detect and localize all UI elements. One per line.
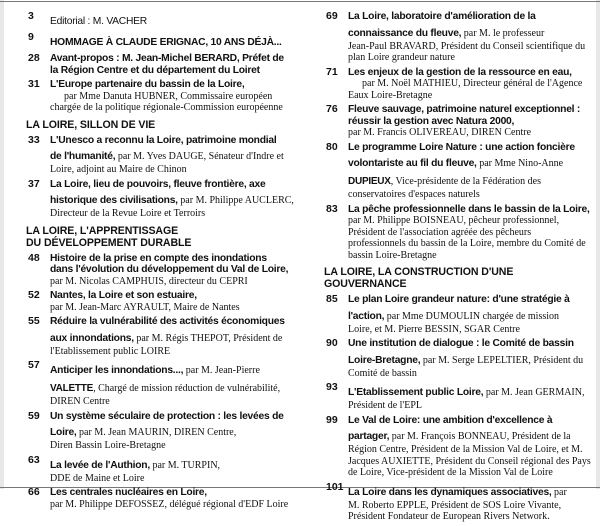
entry-title: HOMMAGE À CLAUDE ERIGNAC, 10 ANS DÉJÀ... xyxy=(50,37,282,48)
toc-entry-93 xyxy=(326,382,594,412)
toc-entry-90 xyxy=(326,338,594,379)
entry-title-line: Le plan Loire grandeur nature: d'une stratégie à xyxy=(348,294,570,305)
entry-author-line: plan Loire grandeur nature xyxy=(348,52,455,63)
entry-author-line: par M. Nicolas CAMPHUIS, directeur du CEPRI xyxy=(50,275,248,287)
entry-title: L'Europe partenaire du bassin de la Loire, xyxy=(50,79,245,90)
toc-entry-63 xyxy=(28,455,304,485)
toc-entry-9 xyxy=(28,32,304,50)
entry-author-name: VALETTE xyxy=(50,383,94,394)
entry-author-line: chargée de la politique régionale-Commission européenne xyxy=(50,102,283,113)
entry-author-line: Directeur de la Revue Loire et Terroirs xyxy=(50,208,206,219)
entry-author: par M. Régis THEPOT, Président de xyxy=(133,332,283,344)
page-number: 80 xyxy=(326,140,338,153)
toc-entry-69 xyxy=(326,11,594,64)
page-number: 57 xyxy=(28,359,40,371)
page-number: 3 xyxy=(28,10,34,22)
page-number: 59 xyxy=(28,409,40,422)
toc-entry-99 xyxy=(326,415,594,479)
top-rule xyxy=(0,1,600,2)
page-number: 83 xyxy=(326,202,338,215)
entry-title-line: Réduire la vulnérabilité des activités économiques xyxy=(50,316,285,327)
toc-entry-66 xyxy=(28,487,304,510)
toc-entry-48 xyxy=(28,253,304,288)
page-number: 69 xyxy=(326,10,338,22)
entry-title: Les centrales nucléaires en Loire, xyxy=(50,487,207,498)
entry-title-line: partager, xyxy=(348,431,390,442)
page-number: 90 xyxy=(326,337,338,349)
toc-entry-55 xyxy=(28,316,304,357)
entry-title-line: de l'humanité, xyxy=(50,151,116,162)
toc-entry-59 xyxy=(28,411,304,452)
entry-author-line: Président de l'association agréée des pêcheurs xyxy=(348,226,532,238)
page-number: 55 xyxy=(28,315,40,327)
page-number: 101 xyxy=(326,480,344,493)
entry-author: par M. le professeur xyxy=(461,27,545,39)
section-heading: LA LOIRE, SILLON DE VIE xyxy=(26,118,156,131)
entry-author: , Vice-présidente de la Fédération des xyxy=(390,176,541,187)
entry-title: Nantes, la Loire et son estuaire, xyxy=(50,290,197,301)
entry-author-name: DUPIEUX xyxy=(348,176,391,187)
entry-author-line: par M. Francis OLIVEREAU, DIREN Centre xyxy=(348,127,532,138)
toc-entry-57 xyxy=(28,360,304,408)
section-heading: LA LOIRE, L'APPRENTISSAGE xyxy=(26,224,179,237)
entry-title-line: l'action, xyxy=(348,310,385,322)
entry-title: Anticiper les innondations..., xyxy=(50,365,184,376)
toc-entry-28 xyxy=(28,53,304,76)
entry-author-line: bassin Loire-Bretagne xyxy=(348,249,437,261)
entry-author-line: l'Etablissement public LOIRE xyxy=(50,345,171,357)
entry-title-line: Une institution de dialogue : le Comité de bassin xyxy=(348,338,574,349)
section-heading: DU DÉVELOPPEMENT DURABLE xyxy=(26,236,192,249)
entry-author-line: DDE de Maine et Loire xyxy=(50,472,145,484)
entry-author-line: par M. Philippe DEFOSSEZ, délégué régional d'EDF Loire xyxy=(50,498,289,510)
entry-title-line: La Loire, laboratoire d'amélioration de la xyxy=(348,11,536,22)
toc-entry-76 xyxy=(326,104,594,139)
entry-author: par M. Serge LEPELTIER, Président du xyxy=(420,354,584,366)
entry-title-line: aux innondations, xyxy=(50,332,134,344)
toc-column-right xyxy=(326,11,594,526)
entry-author-line: Région Centre, Président de la Mission Val de Loire, et M. xyxy=(348,444,583,455)
entry-author: par xyxy=(551,486,567,498)
toc-entry-101 xyxy=(326,482,594,523)
entry-title: La Loire dans les dynamiques associatives, xyxy=(348,486,552,498)
entry-author: par M. TURPIN, xyxy=(149,459,221,471)
entry-author: par M. Jean MAURIN, DIREN Centre, xyxy=(76,427,237,438)
entry-title: La pêche professionnelle dans le bassin de la Loire, xyxy=(348,203,590,215)
entry-title-line: historique des civilisations, xyxy=(50,195,178,206)
entry-title: La levée de l'Authion, xyxy=(50,459,150,471)
page-number: 31 xyxy=(28,78,40,90)
entry-author-line: Loire, et M. Pierre BESSIN, SGAR Centre xyxy=(348,323,520,335)
entry-author-line: par M. Jean-Marc AYRAULT, Maire de Nantes xyxy=(50,301,240,313)
entry-author-line: de Loire, Vice-président de la Mission Val de Loire xyxy=(348,467,553,478)
page-number: 37 xyxy=(28,177,40,190)
toc-column-left xyxy=(28,11,304,513)
entry-title-line: L'Unesco a reconnu la Loire, patrimoine mondial xyxy=(50,134,277,146)
entry-author: par M. Jean-Pierre xyxy=(183,365,260,376)
entry-title-line: connaissance du fleuve, xyxy=(348,27,462,39)
toc-entry-33 xyxy=(28,135,304,176)
entry-author-line: par M. Philippe BOISNEAU, pêcheur professionnel, xyxy=(348,215,560,226)
entry-author: par M. Jean GERMAIN, xyxy=(483,387,585,398)
entry-title-line: Loire-Bretagne, xyxy=(348,354,421,366)
entry-title-line: Un système séculaire de protection : les levées de xyxy=(50,410,284,422)
page-number: 63 xyxy=(28,453,40,466)
entry-author-line: Président Fondateur de European Rivers Network. xyxy=(348,511,550,522)
page-number: 9 xyxy=(28,31,34,43)
toc-entry-83 xyxy=(326,204,594,262)
entry-author-line: M. Roberto EPPLE, Président de SOS Loire Vivante, xyxy=(348,499,562,511)
entry-title-line: Fleuve sauvage, patrimoine naturel exceptionnel : xyxy=(348,104,581,115)
toc-entry-85 xyxy=(326,294,594,335)
entry-title-line: Avant-propos : M. Jean-Michel BERARD, Préfet de xyxy=(50,53,284,64)
entry-author-line: conservatoires d'espaces naturels xyxy=(348,189,480,200)
entry-author: par Mme Nino-Anne xyxy=(476,158,564,169)
entry-author-line: DIREN Centre xyxy=(50,396,110,407)
page-number: 76 xyxy=(326,103,338,115)
entry-author-line: professionnels du bassin de la Loire, membre du Comité de xyxy=(348,238,586,249)
toc-entry-80 xyxy=(326,142,594,201)
entry-author-line: Comité de bassin xyxy=(348,367,417,379)
entry-title-line: dans l'évolution du développement du Val de Loire, xyxy=(50,264,289,275)
page-number: 28 xyxy=(28,52,40,64)
entry-author-line: Diren Bassin Loire-Bretagne xyxy=(50,440,166,451)
page-number: 71 xyxy=(326,65,338,78)
page-number: 85 xyxy=(326,293,338,305)
entry-title-line: la Région Centre et du département du Loiret xyxy=(50,64,260,76)
entry-author-line: Eaux Loire-Bretagne xyxy=(348,89,433,101)
entry-title-line: Loire, xyxy=(50,427,77,438)
entry-author-line: Jacques AUXIETTE, Président du Conseil régional des Pays xyxy=(348,455,591,467)
entry-author: par M. Yves DAUGE, Sénateur d'Indre et xyxy=(115,151,284,162)
entry-title: Les enjeux de la gestion de la ressource en eau, xyxy=(348,66,572,78)
section-heading: LA LOIRE, LA CONSTRUCTION D'UNE GOUVERNANCE xyxy=(324,266,514,290)
toc-entry-71 xyxy=(326,67,594,102)
entry-title: Editorial : M. VACHER xyxy=(50,16,147,27)
toc-entry-52 xyxy=(28,290,304,313)
entry-author-line: par Mme Danuta HUBNER, Commissaire européen xyxy=(64,90,273,102)
page-number: 52 xyxy=(28,289,40,301)
scan-edge-right xyxy=(596,0,600,489)
entry-title-line: volontariste au fil du fleuve, xyxy=(348,158,477,169)
toc-entry-37 xyxy=(28,179,304,220)
entry-author-line: par M. Noël MATHIEU, Directeur général de l'Agence xyxy=(362,78,583,89)
entry-title-line: Le programme Loire Nature : une action foncière xyxy=(348,141,575,153)
page-number: 33 xyxy=(28,133,40,146)
page-number: 99 xyxy=(326,413,338,426)
entry-title-line: Histoire de la prise en compte des inondations xyxy=(50,252,267,264)
page-number: 93 xyxy=(326,381,338,393)
entry-author: , Chargé de mission réduction de vulnérabilité, xyxy=(93,383,281,394)
entry-title: L'Etablissement public Loire, xyxy=(348,387,484,398)
entry-title-line: Le Val de Loire: une ambition d'excellence à xyxy=(348,414,553,426)
entry-author-line: Jean-Paul BRAVARD, Président du Conseil scientifique du xyxy=(348,40,586,52)
entry-author: par M. François BONNEAU, Président de la xyxy=(389,431,571,442)
entry-author: par M. Philippe AUCLERC, xyxy=(177,195,294,206)
toc-entry-3 xyxy=(28,11,304,29)
entry-title-line: réussir la gestion avec Natura 2000, xyxy=(348,115,515,127)
entry-author-line: Loire, adjoint au Maire de Chinon xyxy=(50,164,187,175)
scan-edge-left xyxy=(0,0,4,489)
page-number: 48 xyxy=(28,251,40,264)
toc-entry-31 xyxy=(28,79,304,114)
entry-title-line: La Loire, lieu de pouvoirs, fleuve frontière, axe xyxy=(50,178,266,190)
entry-author: par Mme DUMOULIN chargée de mission xyxy=(384,310,560,322)
entry-author-line: Président de l'EPL xyxy=(348,400,423,411)
page-number: 66 xyxy=(28,486,40,498)
